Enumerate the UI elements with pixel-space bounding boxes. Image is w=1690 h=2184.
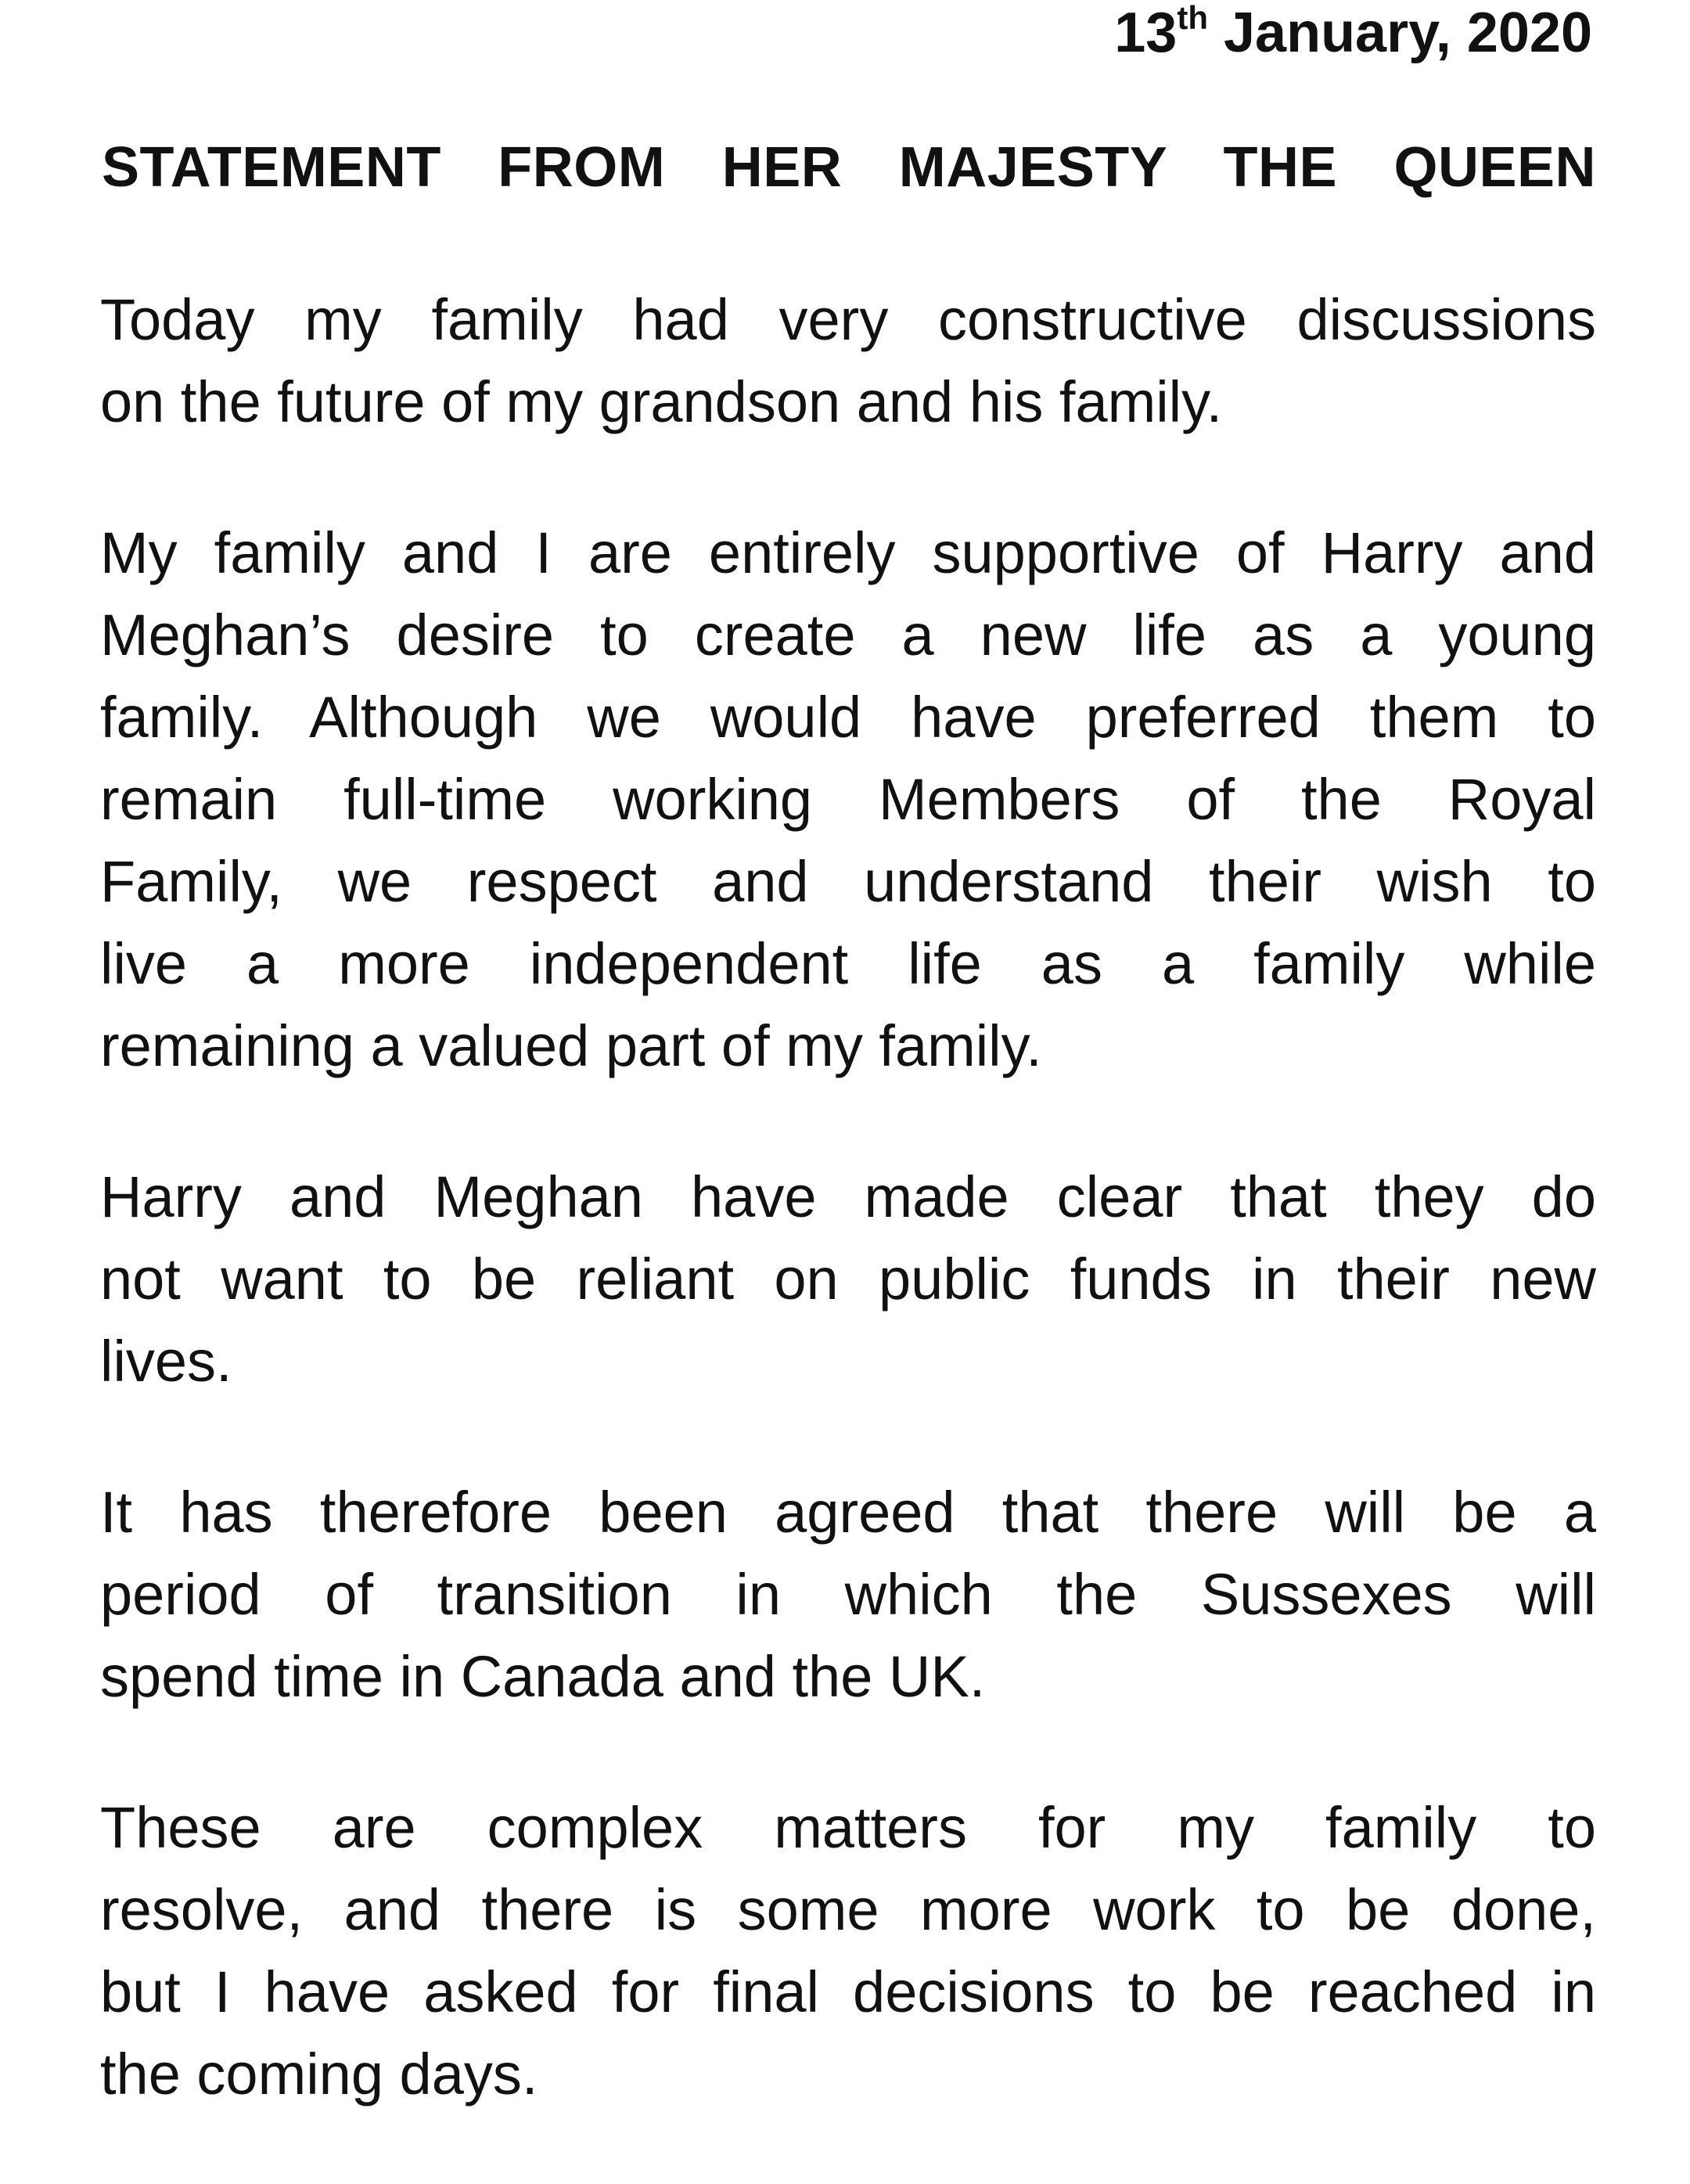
paragraph-line: remain full-time working Members of the Royal (100, 767, 1596, 832)
paragraph-line: Family, we respect and understand their wish to (100, 849, 1596, 914)
paragraph (100, 512, 1596, 1087)
paragraph-line: lives. (100, 1329, 232, 1394)
paragraph-line: Meghan’s desire to create a new life as a young (100, 603, 1596, 667)
paragraph (100, 1471, 1596, 1718)
date-day: 13 (1114, 2, 1178, 64)
paragraph-line: remaining a valued part of my family. (100, 1013, 1042, 1078)
paragraph-line: It has therefore been agreed that there will be a (100, 1480, 1596, 1545)
paragraph-line: spend time in Canada and the UK. (100, 1644, 986, 1709)
paragraph-line: These are complex matters for my family to (100, 1795, 1596, 1860)
paragraph (100, 1156, 1596, 1402)
paragraph (100, 1786, 1596, 2115)
paragraph-line: on the future of my grandson and his family. (100, 369, 1223, 434)
date-suffix: th (1177, 0, 1208, 36)
statement-date (1114, 2, 1592, 64)
statement-title: STATEMENT FROM HER MAJESTY THE QUEEN (102, 136, 1596, 199)
paragraph-line: family. Although we would have preferred them to (100, 685, 1596, 750)
paragraph-line: not want to be reliant on public funds in their new (100, 1247, 1596, 1311)
paragraph-line: live a more independent life as a family while (100, 931, 1596, 996)
paragraph-line: the coming days. (100, 2042, 538, 2107)
statement-body (100, 279, 1596, 2184)
paragraph-line: Today my family had very constructive discussions (100, 287, 1596, 352)
date-month-year: January, 2020 (1224, 2, 1592, 64)
paragraph-line: My family and I are entirely supportive of Harry and (100, 520, 1596, 585)
paragraph-line: Harry and Meghan have made clear that they do (100, 1164, 1596, 1229)
paragraph-line: but I have asked for final decisions to be reached in (100, 1959, 1596, 2024)
paragraph-line: resolve, and there is some more work to be done, (100, 1877, 1596, 1942)
paragraph-line: period of transition in which the Sussexes will (100, 1562, 1596, 1627)
paragraph (100, 279, 1596, 443)
